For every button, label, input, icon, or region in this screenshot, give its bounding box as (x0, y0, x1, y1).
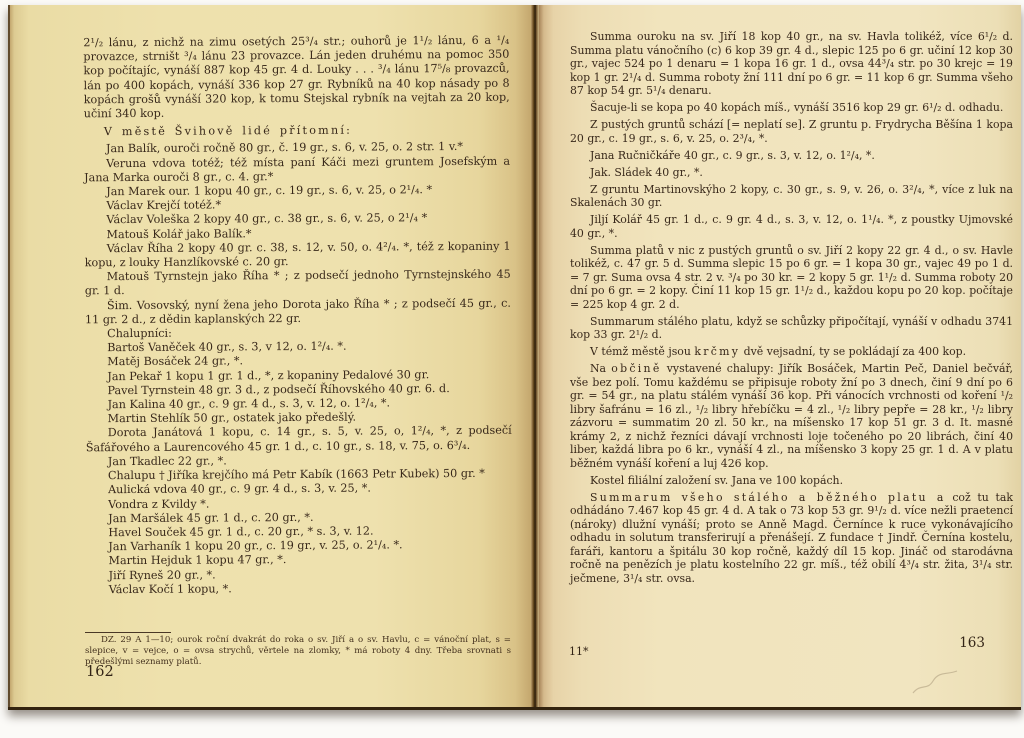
paragraph (570, 183, 1013, 210)
paragraph (570, 118, 1013, 145)
register-entry: Martin Stehlík 50 gr., ostatek jako předešlý. (107, 410, 357, 426)
signature-mark: 11* (569, 645, 589, 658)
register-entry: Václav Říha 2 kopy 40 gr. c. 38, s. 12, v. 50, o. 4²/₄. *, též z kopaniny 1 kopu, z louky Hanzlíkovské c. 20 gr. (84, 239, 511, 270)
register-entry: Jan Marek our. 1 kopu 40 gr., c. 19 gr., s. 6, v. 25, o 2¹/₄. * (106, 183, 433, 199)
text-run: Šacuje-li se kopa po 40 kopách míš., vynáší 3516 kop 29 gr. 6¹/₂ d. odhadu. (590, 101, 1004, 114)
paragraph (570, 166, 1013, 180)
register-entry: Bartoš Vaněček 40 gr., s. 3, v 12, o. 1²/₄. *. (107, 339, 347, 355)
register-entry: Matouš Kolář jako Balík.* (106, 226, 252, 241)
text-run: Jak. Sládek 40 gr., *. (590, 165, 703, 179)
register-entry: Jan Maršálek 45 gr. 1 d., c. 20 gr., *. (108, 510, 314, 525)
register-entry: Aulická vdova 40 gr., c. 9 gr. 4 d., s. 3, v. 25, *. (108, 481, 371, 497)
paragraph (570, 491, 1013, 586)
register-entry: Václav Kočí 1 kopu, *. (108, 582, 232, 596)
footnote: DZ. 29 A 1—10; ourok roční dvakrát do roka o sv. Jiří a o sv. Havlu, c = vánoční plat, s = slepice, v = vejce, o = ovsa strychů, věrtele na zlomky, * má roboty 4 dny. Třeba srovnati s předešlými seznamy platů. (85, 635, 511, 667)
register-entry: Šim. Vosovský, nyní žena jeho Dorota jako Říha * ; z podsečí 45 gr., c. 11 gr. 2 d., z dědin kaplanských 22 gr. (84, 296, 511, 327)
text-run: Summarum stálého platu, když se schůzky připočítají, vynáší v odhadu 3741 kop 33 gr. 2¹/₂ d. (570, 314, 1013, 341)
paragraph (570, 362, 1013, 470)
text-run: Z gruntu Martinovskýho 2 kopy, c. 30 gr., s. 9, v. 26, o. 3²/₄, *, více z luk na Skalenách 30 gr. (570, 182, 1013, 209)
register-entry: Matěj Bosáček 24 gr., *. (107, 354, 244, 369)
register-entry: Jiří Ryneš 20 gr., *. (108, 568, 216, 582)
register-entry: Jan Balík, ouroči ročně 80 gr., č. 19 gr., s. 6, v. 25, o. 2 str. 1 v.* (105, 140, 464, 156)
register-entry: Martin Hejduk 1 kopu 47 gr., *. (108, 553, 287, 568)
text-run: V témž městě jsou (590, 345, 695, 358)
paragraph (570, 30, 1013, 98)
right-page (539, 5, 1021, 707)
left-page (8, 5, 531, 707)
paragraph (570, 213, 1013, 240)
register-entry: Jan Varhaník 1 kopu 20 gr., c. 19 gr., v. 25, o. 2¹/₄. *. (108, 538, 403, 554)
paragraph (570, 315, 1013, 342)
left-page-entries (84, 140, 513, 597)
spaced-text: Summarum všeho stálého a běžného platu a (590, 490, 946, 504)
paragraph (570, 101, 1013, 115)
intro-paragraph: 2¹/₂ lánu, z nichž na zimu osetých 25³/₄ str.; ouhorů je 1¹/₂ lánu, 6 a ¹/₄ provazce, strništ ³/₄ lánu 23 provazce. Lán jeden druhému na pomoc 350 kop počítajíc, vynáší 887 kop 45 gr. 4 d. Louky . . . ³/₄ lánu 17⁵/₈ provazců, lán po 400 kopách, vynáší 336 kop 27 gr. Rybníků na 40 kop násady po 8 kopách grošů vynáší 320 kop, k tomu Stejskal rybník na vejtah za 20 kop, učiní 340 kop. (83, 33, 510, 121)
right-page-paragraphs (570, 30, 1013, 589)
register-entry: Václav Voleška 2 kopy 40 gr., c. 38 gr., s. 6, v. 25, o 2¹/₄ * (106, 211, 428, 227)
text-run: Na (590, 362, 612, 375)
register-entry: Dorota Janátová 1 kopu, c. 14 gr., s. 5, v. 25, o, 1²/₄, *, z podsečí Šafářového a Laurencového 45 gr. 1 d., c. 10 gr., s. 18, v. 75, o. 6³/₄. (85, 424, 512, 454)
section-heading: V městě Švihově lidé přítomní: (103, 123, 353, 139)
text-run: Jiljí Kolář 45 gr. 1 d., c. 9 gr. 4 d., s. 3, v. 12, o. 1¹/₄. *, z poustky Ujmovské 40 gr., *. (570, 213, 1013, 240)
text-run: Summa platů v nic z pustých gruntů o sv. Jiří 2 kopy 22 gr. 4 d., o sv. Havle tolikéž, c. 47 gr. 5 d. Summa slepic 15 po 6 gr. = 1 kopa 30 gr., vajec 49 po 1 d. = 7 gr. Suma ovsa 4 str. 2 v. ³/₄ po 30 kr. = 2 kopy 5 gr. 1¹/₂ d. Summa roboty 20 dní po 6 gr. = 2 kopy. Činí 11 kop 15 gr. 1¹/₂ d., každou kopu po 20 kop. počítaje = 225 kop 4 gr. 2 d. (570, 243, 1013, 311)
spaced-text: krčmy (694, 345, 741, 358)
text-run: což tu tak odhádáno 7.467 kop 45 gr. 4 d. A tak o 73 kop 53 gr. 9¹/₂ d. více nežli praetencí (nároky) dlužní vynáší; proto se Anně Magd. Černínce k ruce vykonávajícího odhadu in solutum transferirují a přenášejí. Z fundace † Jindř. Černína kostelu, faráři, kantoru a špitálu 30 kop ročně, každý díl 15 kop. Jináč od starodávna ročně na penězích je platu kostelního 22 gr. míš., též obilí 4³/₄ str. žita, 3¹/₄ str. ječmene, 3¹/₄ str. ovsa. (570, 490, 1013, 585)
page-number-right: 163 (959, 635, 985, 651)
paragraph (570, 345, 1013, 359)
footnote-rule (85, 632, 171, 633)
paragraph (570, 149, 1013, 163)
left-page-text (83, 34, 512, 598)
text-run: dvě vejsadní, ty se pokládají za 400 kop. (740, 345, 967, 358)
register-entry: Chalupníci: (107, 326, 172, 341)
book-gutter (531, 5, 539, 707)
text-run: Z pustých gruntů schází [= neplatí se]. Z gruntu p. Frydrycha Běšína 1 kopa 20 gr., c. 19 gr., s. 6, v. 25, o. 2³/₄, *. (570, 118, 1013, 145)
text-run: Kostel filiální založení sv. Jana ve 100 kopách. (590, 473, 844, 487)
paragraph (570, 244, 1013, 312)
text-run: Summa ouroku na sv. Jiří 18 kop 40 gr., na sv. Havla tolikéž, více 6¹/₂ d. Summa platu vánočního (c) 6 kop 39 gr. 4 d., slepic 125 po 6 gr. učiní 12 kop 30 gr., vajec 524 po 1 denaru = 1 kopa 16 gr. 1 d., ovsa 44³/₄ str. po 30 krejc = 19 kop 1 gr. 2¹/₄ d. Summa roboty žní 111 dní po 6 gr. = 11 kop 6 gr. Summa všeho 87 kop 54 gr. 5¹/₄ denaru. (570, 30, 1013, 97)
book (8, 5, 1021, 710)
register-entry: Veruna vdova totéž; též místa paní Káči mezi gruntem Josefským a Jana Marka ouroči 8 gr., c. 4. gr.* (84, 154, 511, 185)
register-entry: Havel Souček 45 gr. 1 d., c. 20 gr., * s. 3, v. 12. (108, 524, 374, 540)
register-entry: Vondra z Kvildy *. (108, 497, 210, 511)
text-run: vystavené chalupy: Jiřík Bosáček, Martin Peč, Daniel bečvář, vše bez polí. Tomu každému se připisuje roboty žní po 3 dnech, činí 9 dní po 6 gr. = 54 gr., na platu stálém vynáší 36 kop. Při vánocích vrchnosti od koření ¹/₂ libry šafránu = 16 zl., ¹/₂ libry hřebíčku = 4 zl., ¹/₂ libry pepře = 28 kr., ¹/₂ libry zázvoru = summatim 20 zl. 50 kr., na míšensko 17 kop 51 gr. 3 d. It. masné krámy 2, z nichž řezníci dávají vrchnosti loje točeného po 20 librách, činí 40 liber, každá libra po 6 kr., vynáší 4 zl., na míšensko 3 kopy 25 gr. 1 d. A v platu běžném vynáší koření a luj 426 kop. (570, 362, 1014, 470)
paragraph (570, 474, 1013, 488)
register-entry: Jan Pekař 1 kopu 1 gr. 1 d., *, z kopaniny Pedalové 30 gr. (107, 367, 430, 383)
page-number-left: 162 (86, 664, 114, 680)
register-entry: Jan Kalina 40 gr., c. 9 gr. 4 d., s. 3, v. 12, o. 1²/₄, *. (107, 396, 391, 412)
spaced-text: občině (611, 362, 662, 375)
register-entry: Chalupu † Jiříka krejčího má Petr Kabík (1663 Petr Kubek) 50 gr. * (107, 466, 485, 483)
register-entry: Pavel Tyrnstein 48 gr. 3 d., z podsečí Říhovského 40 gr. 6. d. (107, 381, 450, 398)
register-entry: Matouš Tyrnstejn jako Říha * ; z podsečí jednoho Tyrnstejnského 45 gr. 1 d. (84, 267, 511, 298)
register-entry: Václav Krejčí totéž.* (106, 198, 222, 213)
text-run: Jana Ručničkáře 40 gr., c. 9 gr., s. 3, v. 12, o. 1²/₄, *. (590, 148, 875, 162)
pencil-mark (907, 665, 961, 699)
register-entry: Jan Tkadlec 22 gr., *. (107, 454, 227, 469)
